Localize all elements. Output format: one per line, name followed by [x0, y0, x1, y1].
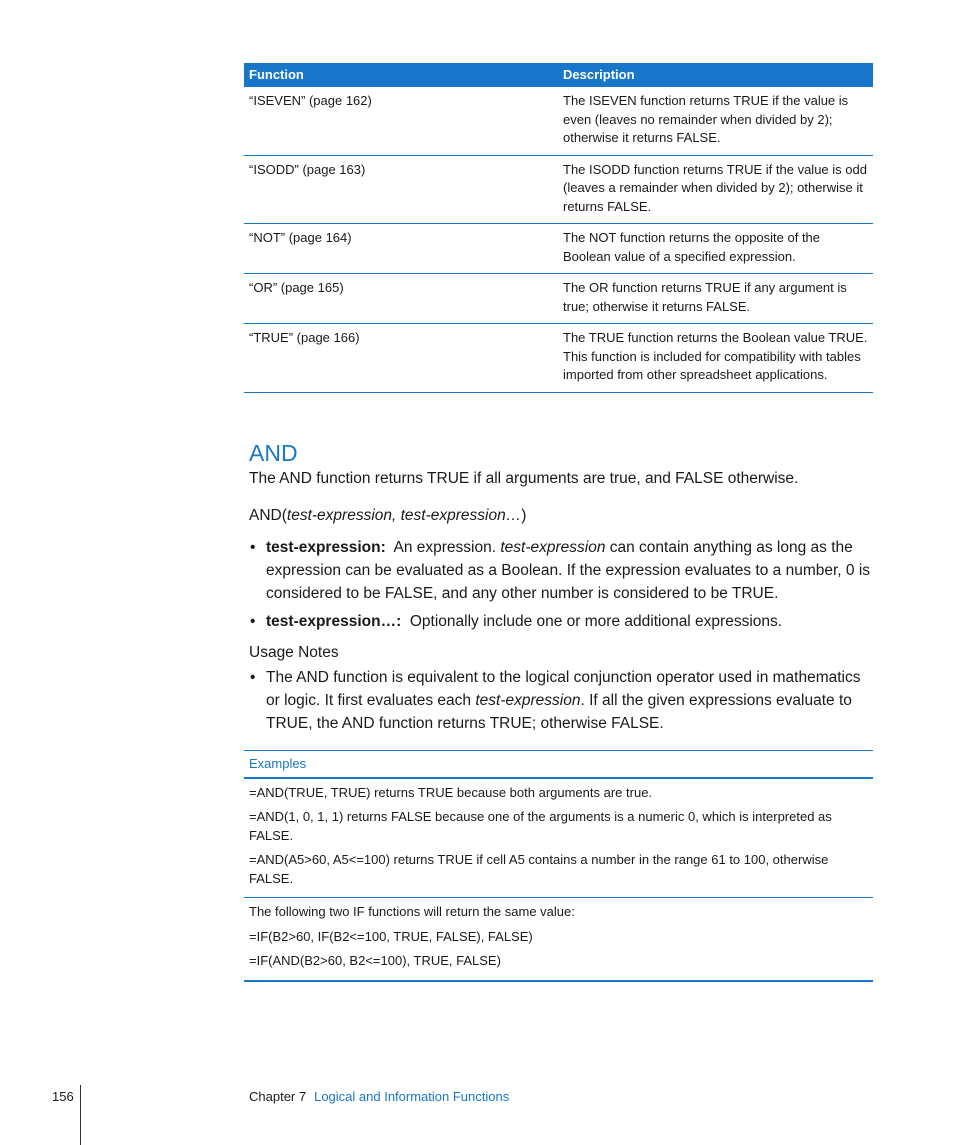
- example-line: =AND(1, 0, 1, 1) returns FALSE because one of the arguments is a numeric 0, which is interpreted as FALSE.: [249, 809, 832, 843]
- function-cell: [244, 324, 558, 393]
- syntax-close-paren: ): [521, 506, 527, 524]
- usage-note-emphasis: test-expression: [475, 691, 581, 709]
- argument-name: test-expression…:: [266, 612, 402, 630]
- syntax-args: test-expression, test-expression…: [286, 506, 522, 524]
- example-line: =AND(A5>60, A5<=100) returns TRUE if cell A5 contains a number in the range 61 to 100, otherwise FALSE.: [249, 852, 829, 886]
- examples-group-if: [244, 897, 873, 980]
- argument-list: [244, 536, 873, 633]
- description-cell: The ISODD function returns TRUE if the value is odd (leaves a remainder when divided by 2); otherwise it returns FALSE.: [558, 155, 873, 224]
- argument-name: test-expression:: [266, 538, 386, 556]
- usage-note-item: [244, 666, 873, 735]
- argument-text: An expression.: [393, 538, 501, 556]
- column-header-description: Description: [558, 63, 873, 87]
- table-row: [244, 324, 873, 393]
- examples-table: [244, 750, 873, 982]
- function-cell: [244, 224, 558, 274]
- example-line: =IF(AND(B2>60, B2<=100), TRUE, FALSE): [249, 953, 501, 968]
- page-content: [244, 63, 873, 982]
- description-cell: The TRUE function returns the Boolean value TRUE. This function is included for compatibility with tables imported from other spreadsheet applications.: [558, 324, 873, 393]
- function-link[interactable]: “ISEVEN” (page 162): [249, 93, 372, 108]
- table-row: [244, 274, 873, 324]
- section-title: AND: [249, 439, 298, 466]
- function-link[interactable]: “TRUE” (page 166): [249, 330, 360, 345]
- chapter-title-link[interactable]: Logical and Information Functions: [314, 1089, 510, 1104]
- section-intro: The AND function returns TRUE if all arguments are true, and FALSE otherwise.: [249, 469, 799, 487]
- argument-item: [244, 536, 873, 605]
- table-row: [244, 87, 873, 155]
- bullet-icon: •: [250, 612, 256, 630]
- function-link[interactable]: “OR” (page 165): [249, 280, 344, 295]
- usage-note-text: The AND function is equivalent to the logical conjunction operator used in mathematics or logic. It first evaluates each: [266, 668, 861, 709]
- chapter-label: [249, 1089, 509, 1104]
- examples-group-and: [244, 779, 873, 898]
- page-number: 156: [52, 1089, 74, 1104]
- function-table: [244, 63, 873, 393]
- footer-divider: [80, 1085, 81, 1145]
- column-header-function: Function: [244, 63, 558, 87]
- function-cell: [244, 274, 558, 324]
- examples-heading: Examples: [244, 751, 873, 779]
- argument-text-cont: can contain anything as long as the expression can be evaluated as a Boolean. If the expression evaluates to a number, 0 is considered to be FALSE, and any other number is considered to be TRUE.: [266, 538, 871, 602]
- chapter-number: Chapter 7: [249, 1089, 307, 1104]
- function-link[interactable]: “ISODD” (page 163): [249, 161, 366, 177]
- bullet-icon: •: [250, 538, 256, 556]
- function-syntax: [249, 506, 873, 526]
- bullet-icon: •: [250, 668, 256, 686]
- page-footer: [0, 1088, 954, 1145]
- function-cell: [244, 87, 558, 155]
- function-link[interactable]: “NOT” (page 164): [249, 230, 352, 245]
- example-line: =AND(TRUE, TRUE) returns TRUE because both arguments are true.: [249, 784, 653, 800]
- function-cell: [244, 155, 558, 224]
- description-cell: The ISEVEN function returns TRUE if the value is even (leaves no remainder when divided by 2); otherwise it returns FALSE.: [558, 87, 873, 155]
- argument-item: [244, 610, 873, 633]
- argument-text: Optionally include one or more additional expressions.: [409, 612, 783, 630]
- description-cell: The OR function returns TRUE if any argument is true; otherwise it returns FALSE.: [558, 274, 873, 324]
- example-line: =IF(B2>60, IF(B2<=100, TRUE, FALSE), FALSE): [249, 928, 533, 944]
- table-header-row: [244, 63, 873, 87]
- argument-emphasis: test-expression: [500, 538, 606, 556]
- usage-notes-list: [244, 666, 873, 735]
- usage-notes-heading: Usage Notes: [249, 643, 339, 661]
- syntax-open-paren: (: [281, 506, 287, 524]
- usage-note-text-cont: . If all the given expressions evaluate to TRUE, the AND function returns TRUE; otherwise FALSE.: [266, 691, 852, 732]
- table-row: [244, 224, 873, 274]
- table-row: [244, 155, 873, 224]
- description-cell: The NOT function returns the opposite of the Boolean value of a specified expression.: [558, 224, 873, 274]
- example-line: The following two IF functions will return the same value:: [249, 904, 575, 919]
- syntax-name: AND: [249, 506, 282, 524]
